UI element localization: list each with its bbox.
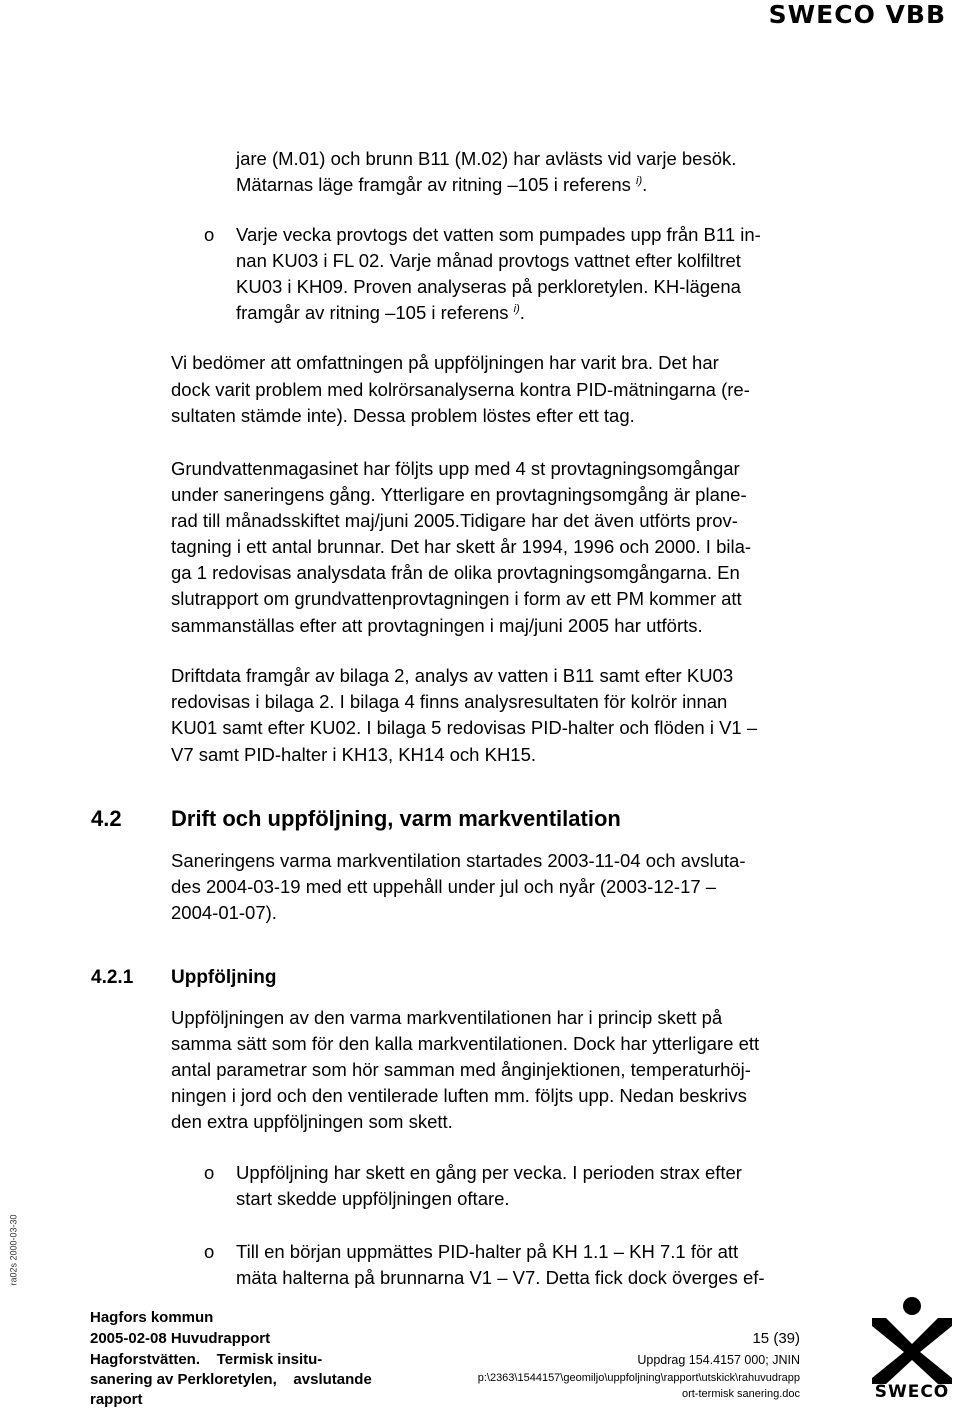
text-line: 2004-01-07).	[171, 902, 277, 923]
text-line: sammanställas efter att provtagningen i maj/juni 2005 har utförts.	[171, 615, 703, 636]
text-line: Mätarnas läge framgår av ritning –105 i referens $^{i)}$.	[236, 174, 648, 195]
text-line: sultaten stämde inte). Dessa problem löstes efter ett tag.	[171, 405, 635, 426]
text-line: nan KU03 i FL 02. Varje månad provtogs vattnet efter kolfiltret	[236, 250, 741, 271]
text-line: redovisas i bilaga 2. I bilaga 4 finns analysresultaten för kolrör innan	[171, 691, 728, 712]
sweco-logo-text: SWECO	[874, 1382, 950, 1402]
footer-date-doc: 2005-02-08 Huvudrapport	[90, 1330, 271, 1347]
text-line: Uppföljning har skett en gång per vecka. I perioden strax efter	[236, 1162, 742, 1183]
text-line: Uppföljningen av den varma markventilationen har i princip skett på	[171, 1007, 723, 1028]
text-line: ga 1 redovisas analysdata från de olika provtagningsomgångarna. En	[171, 562, 740, 583]
text-line: Driftdata framgår av bilaga 2, analys av vatten i B11 samt efter KU03	[171, 665, 734, 686]
section-number: 4.2	[91, 806, 122, 831]
text-line: KU01 samt efter KU02. I bilaga 5 redovisas PID-halter och flöden i V1 –	[171, 717, 758, 738]
text-line: den extra uppföljningen som skett.	[171, 1111, 453, 1132]
bullet-marker: o	[204, 1162, 215, 1183]
bullet-marker: o	[204, 1241, 215, 1262]
page-number: 15 (39)	[752, 1330, 800, 1347]
subsection-number: 4.2.1	[91, 967, 134, 988]
sweco-logo	[866, 1296, 958, 1404]
text-line: V7 samt PID-halter i KH13, KH14 och KH15.	[171, 744, 537, 765]
assignment-number: Uppdrag 154.4157 000; JNIN	[637, 1353, 800, 1367]
text-line: dock varit problem med kolrörsanalyserna kontra PID-mätningarna (re-	[171, 379, 750, 400]
section-title: Drift och uppföljning, varm markventilation	[171, 806, 621, 831]
text-line: Varje vecka provtogs det vatten som pumpades upp från B11 in-	[236, 224, 761, 245]
file-path: p:\2363\1544157\geomiljo\uppfoljning\rapport\utskick\rahuvudrapp	[477, 1372, 800, 1384]
text-line: des 2004-03-19 med ett uppehåll under jul och nyår (2003-12-17 –	[171, 876, 717, 897]
text-line: rad till månadsskiftet maj/juni 2005.Tidigare har det även utförts prov-	[171, 510, 738, 531]
subsection-title: Uppföljning	[171, 967, 277, 988]
file-path: ort-termisk sanering.doc	[682, 1388, 800, 1400]
text-line: ningen i jord och den ventilerade luften mm. följts upp. Nedan beskrivs	[171, 1085, 747, 1106]
text-line: Grundvattenmagasinet har följts upp med 4 st provtagningsomgångar	[171, 458, 740, 479]
text-line: antal parametrar som hör samman med ånginjektionen, temperaturhöj-	[171, 1059, 751, 1080]
text-line: slutrapport om grundvattenprovtagningen i form av ett PM kommer att	[171, 588, 742, 609]
text-line: samma sätt som för den kalla markventilationen. Dock har ytterligare ett	[171, 1033, 760, 1054]
text-line: Till en början uppmättes PID-halter på KH 1.1 – KH 7.1 för att	[236, 1241, 739, 1262]
text-line: KU03 i KH09. Proven analyseras på perkloretylen. KH-lägena	[236, 276, 741, 297]
footer-title-line: Hagforstvätten. Termisk insitu-	[90, 1351, 323, 1368]
bullet-marker: o	[204, 224, 215, 245]
text-line: mäta halterna på brunnarna V1 – V7. Detta fick dock överges ef-	[236, 1267, 765, 1288]
text-line: jare (M.01) och brunn B11 (M.02) har avlästs vid varje besök.	[236, 148, 737, 169]
footer-title-line: sanering av Perkloretylen, avslutande	[90, 1371, 372, 1388]
footer-client: Hagfors kommun	[90, 1309, 214, 1326]
side-document-code: ra02s 2000-03-30	[8, 1214, 19, 1286]
text-line: Saneringens varma markventilation startades 2003-11-04 och avsluta-	[171, 850, 746, 871]
text-line: Vi bedömer att omfattningen på uppföljningen har varit bra. Det har	[171, 352, 719, 373]
text-line: framgår av ritning –105 i referens $^{i)}$.	[236, 302, 525, 323]
text-line: under saneringens gång. Ytterligare en provtagningsomgång är plane-	[171, 484, 747, 505]
sweco-vbb-brand: SWECO VBB	[768, 0, 946, 29]
footer-title-line: rapport	[90, 1391, 143, 1408]
text-line: tagning i ett antal brunnar. Det har skett år 1994, 1996 och 2000. I bila-	[171, 536, 752, 557]
text-line: start skedde uppföljningen oftare.	[236, 1188, 510, 1209]
